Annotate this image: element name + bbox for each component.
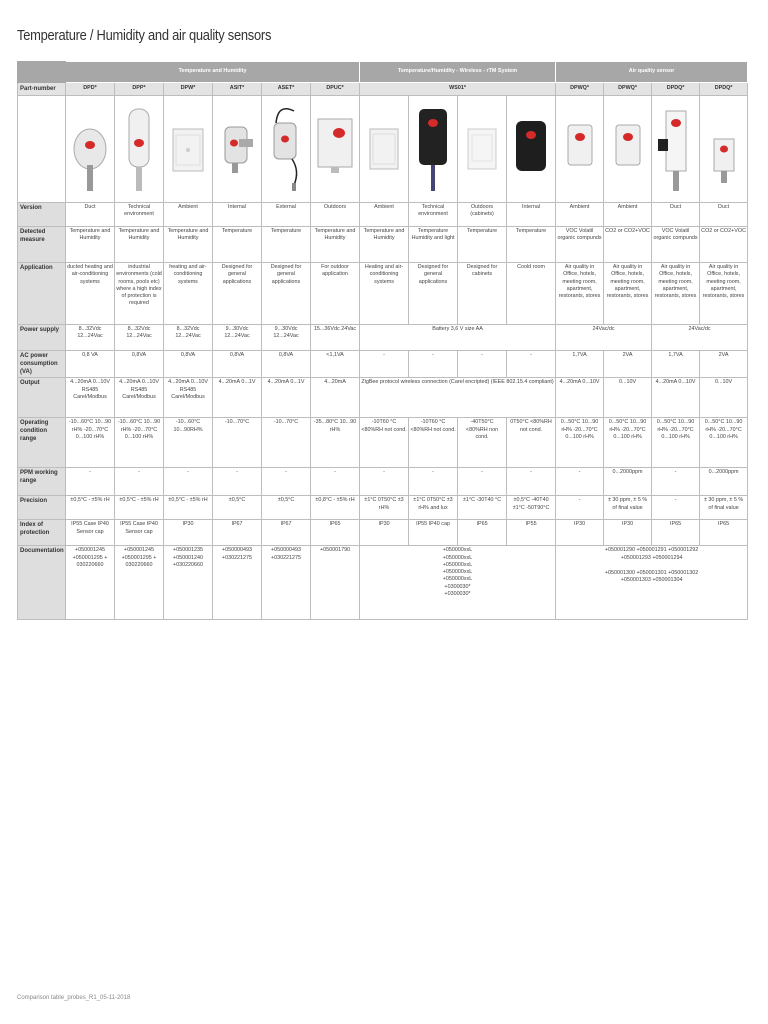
row-label-ac-power: AC power consumption (VA): [18, 351, 66, 378]
detected-cell: CO2 or CO2+VOC: [604, 227, 652, 263]
operating-cell: -10...70°C: [213, 418, 262, 468]
detected-cell: Temperature and Humidity: [66, 227, 115, 263]
ac-power-cell: 2VA: [700, 351, 748, 378]
product-image-ws01-internal: [507, 96, 556, 203]
application-cell: Designed for general applications: [262, 263, 311, 325]
index-cell: IP67: [262, 520, 311, 546]
power-cell: 8...32Vdc 12...24Vac: [164, 325, 213, 351]
index-cell: IP55 IP40 cap: [409, 520, 458, 546]
ppm-cell: -: [652, 468, 700, 496]
operating-cell: 0...50°C 10...90 rH% -20...70°C 0...100 rH%: [604, 418, 652, 468]
ac-power-cell: -: [458, 351, 507, 378]
power-cell: 8...32Vdc 12...24Vac: [66, 325, 115, 351]
application-cell: Coold room: [507, 263, 556, 325]
ac-power-cell: 0,8VA: [262, 351, 311, 378]
operating-cell: 0...50°C 10...90 rH% -20...70°C 0...100 rH%: [652, 418, 700, 468]
sensor-comparison-table: [17, 61, 748, 620]
group-air-quality: Air quality sensor: [556, 62, 748, 83]
detected-cell: Temperature: [458, 227, 507, 263]
ppm-cell: -: [213, 468, 262, 496]
ppm-cell: -: [507, 468, 556, 496]
ppm-cell: -: [262, 468, 311, 496]
group-temperature-humidity: Temperature and Humidity: [66, 62, 360, 83]
doc-wireless-line: +0300030*: [444, 591, 471, 598]
precision-cell: ±0,5°C - ±5% rH: [164, 496, 213, 520]
part-number: DPP*: [115, 83, 164, 96]
doc-wireless-line: +050000xxL: [442, 561, 473, 568]
row-label-image: [18, 96, 66, 203]
power-cell: 8...32Vdc 12...24Vac: [115, 325, 164, 351]
output-cell: 4...20mA 0...1V: [213, 378, 262, 418]
product-image-dpwq-voc: [556, 96, 604, 203]
detected-cell: Temperature: [262, 227, 311, 263]
ppm-cell: -: [115, 468, 164, 496]
power-aq-cell: 24Vac/dc: [556, 325, 652, 351]
precision-cell: ± 30 ppm, ± 5 % of final value: [604, 496, 652, 520]
doc-wireless-line: +050000xxL: [442, 554, 473, 561]
output-cell: 4...20mA 0...10V RS485 Carel/Modbus: [115, 378, 164, 418]
ppm-cell: -: [409, 468, 458, 496]
operating-cell: -10...70°C: [262, 418, 311, 468]
precision-cell: ±1°C -30T40 °C: [458, 496, 507, 520]
ac-power-cell: -: [409, 351, 458, 378]
product-image-dpw: [164, 96, 213, 203]
power-aq-cell: 24Vac/dc: [652, 325, 748, 351]
detected-cell: Temperature and Humidity: [360, 227, 409, 263]
ac-power-cell: <1,1VA: [311, 351, 360, 378]
product-image-asit: [213, 96, 262, 203]
detected-cell: Temperature and Humidity: [115, 227, 164, 263]
version-cell: Internal: [507, 203, 556, 227]
detected-cell: Temperature Humidity and light: [409, 227, 458, 263]
ppm-cell: -: [556, 468, 604, 496]
output-cell: 4...20mA 0...10V RS485 Carel/Modbus: [164, 378, 213, 418]
application-cell: Heating and air-conditioning systems: [360, 263, 409, 325]
version-cell: Ambient: [360, 203, 409, 227]
ac-power-cell: 0,8 VA: [66, 351, 115, 378]
doc-aq-line: +050001303 +050001304: [620, 577, 683, 584]
version-cell: Ambient: [604, 203, 652, 227]
ppm-cell: -: [360, 468, 409, 496]
documentation-cell: +050001245 +050001295 + 030220660: [66, 546, 115, 620]
precision-cell: ±0,5°C: [262, 496, 311, 520]
ppm-cell: 0...2000ppm: [700, 468, 748, 496]
precision-cell: ±0,5°C -40T40 ±1°C -50T90°C: [507, 496, 556, 520]
index-cell: IP65: [311, 520, 360, 546]
documentation-cell: +050001245 +050001295 + 030220660: [115, 546, 164, 620]
index-cell: IP30: [556, 520, 604, 546]
product-image-dpdq-voc: [652, 96, 700, 203]
application-cell: Air quality in Office, hotels, meeting room, apartment, restorants, stores: [652, 263, 700, 325]
product-image-dpd: [66, 96, 115, 203]
precision-cell: -: [556, 496, 604, 520]
documentation-cell: +050001790: [311, 546, 360, 620]
row-label-documentation: Documentation: [18, 546, 66, 620]
row-label-index-protection: Index of protection: [18, 520, 66, 546]
ppm-cell: 0...2000ppm: [604, 468, 652, 496]
power-cell: 9...30Vdc 12...24Vac: [213, 325, 262, 351]
ppm-cell: -: [458, 468, 507, 496]
doc-aq-line: [557, 562, 746, 570]
part-number: DPDQ*: [652, 83, 700, 96]
doc-aq-line: +050001293 +050001294: [620, 554, 683, 561]
product-image-dpdq-co2: [700, 96, 748, 203]
application-cell: industrial environments (cold rooms, pools etc) where a high index of protection is required: [115, 263, 164, 325]
index-cell: IP65: [652, 520, 700, 546]
power-cell: 9...30Vdc 12...24Vac: [262, 325, 311, 351]
application-cell: Air quality in Office, hotels, meeting room, apartment, restorants, stores: [556, 263, 604, 325]
operating-cell: 0...50°C 10...90 rH% -20...70°C 0...100 rH%: [700, 418, 748, 468]
ac-power-cell: 0,8VA: [213, 351, 262, 378]
row-label-part-number: Part-number: [18, 83, 66, 96]
detected-cell: Temperature: [213, 227, 262, 263]
index-cell: IP30: [164, 520, 213, 546]
row-label-precision: Precision: [18, 496, 66, 520]
operating-cell: -10...60°C 10...90 rH% -20...70°C 0...100 rH%: [115, 418, 164, 468]
part-number: ASIT*: [213, 83, 262, 96]
ac-power-cell: -: [507, 351, 556, 378]
operating-cell: -10T60 °C <80%RH not cond.: [360, 418, 409, 468]
part-number: WS01*: [360, 83, 556, 96]
operating-cell: -40T50°C <80%RH non cond.: [458, 418, 507, 468]
version-cell: Ambient: [164, 203, 213, 227]
documentation-cell: +050000493 +030221275: [213, 546, 262, 620]
row-label-ppm: PPM working range: [18, 468, 66, 496]
part-number: DPW*: [164, 83, 213, 96]
ppm-cell: -: [164, 468, 213, 496]
version-cell: Technical environment: [409, 203, 458, 227]
doc-wireless-line: +050000xxL: [442, 576, 473, 583]
power-wireless-cell: Battery 3,6 V size AA: [360, 325, 556, 351]
version-cell: Duct: [652, 203, 700, 227]
documentation-aq-cell: [556, 546, 748, 620]
index-cell: IP55 Case IP40 Sensor cap: [66, 520, 115, 546]
version-cell: Technical environment: [115, 203, 164, 227]
documentation-wireless-cell: [360, 546, 556, 620]
index-cell: IP65: [700, 520, 748, 546]
detected-cell: VOC Volatil organic compunds: [652, 227, 700, 263]
output-cell: 4...20mA: [311, 378, 360, 418]
ac-power-cell: 1,7VA: [652, 351, 700, 378]
application-cell: Designed for general applications: [409, 263, 458, 325]
product-image-dpp: [115, 96, 164, 203]
group-wireless: Temperature/Humidity - Wireless - rTM System: [360, 62, 556, 83]
detected-cell: Temperature and Humidity: [311, 227, 360, 263]
operating-cell: -10T60 °C <80%RH not cond.: [409, 418, 458, 468]
operating-cell: 0T50°C <80%RH not cond.: [507, 418, 556, 468]
ac-power-cell: -: [360, 351, 409, 378]
part-number: DPUC*: [311, 83, 360, 96]
product-image-ws01-outdoors: [458, 96, 507, 203]
output-cell: 4...20mA 0...10V: [556, 378, 604, 418]
precision-cell: ±0,5°C: [213, 496, 262, 520]
version-cell: External: [262, 203, 311, 227]
output-cell: 0...10V: [604, 378, 652, 418]
precision-cell: ±0,5°C - ±5% rH: [66, 496, 115, 520]
row-label-output: Output: [18, 378, 66, 418]
power-cell: 15...36Vdc 24Vac: [311, 325, 360, 351]
doc-wireless-line: +0300030*: [444, 583, 471, 590]
documentation-cell: +050001235 +050001240 +030220660: [164, 546, 213, 620]
index-cell: IP55 Case IP40 Sensor cap: [115, 520, 164, 546]
ac-power-cell: 0,8VA: [164, 351, 213, 378]
output-cell: 4...20mA 0...10V RS485 Carel/Modbus: [66, 378, 115, 418]
output-cell: 0...10V: [700, 378, 748, 418]
version-cell: Duct: [700, 203, 748, 227]
doc-wireless-line: +050000xxL: [442, 569, 473, 576]
output-cell: 4...20mA 0...1V: [262, 378, 311, 418]
row-label-application: Application: [18, 263, 66, 325]
application-cell: Air quality in Office, hotels, meeting room, apartment, restorants, stores: [700, 263, 748, 325]
row-label-power-supply: Power supply: [18, 325, 66, 351]
product-image-ws01-technical: [409, 96, 458, 203]
operating-cell: -10...60°C 10...90 rH% -20...70°C 0...100 rH%: [66, 418, 115, 468]
doc-wireless-line: +050000xxL: [442, 547, 473, 554]
precision-cell: -: [652, 496, 700, 520]
detected-cell: CO2 or CO2+VOC: [700, 227, 748, 263]
version-cell: Outdoors (cabinets): [458, 203, 507, 227]
precision-cell: ±0,8°C - ±5% rH: [311, 496, 360, 520]
ppm-cell: -: [311, 468, 360, 496]
part-number: DPDQ*: [700, 83, 748, 96]
version-cell: Ambient: [556, 203, 604, 227]
product-image-dpuc: [311, 96, 360, 203]
row-label-detected-measure: Detected measure: [18, 227, 66, 263]
application-cell: Air quality in Office, hotels, meeting room, apartment, restorants, stores: [604, 263, 652, 325]
operating-cell: -10...60°C 10...90RH%: [164, 418, 213, 468]
index-cell: IP65: [458, 520, 507, 546]
precision-cell: ±1°C 0T50°C ±3 rH%: [360, 496, 409, 520]
corner-cell: [18, 62, 66, 83]
index-cell: IP30: [604, 520, 652, 546]
operating-cell: -35...80°C 10...90 rH%: [311, 418, 360, 468]
row-label-version: Version: [18, 203, 66, 227]
doc-aq-line: +050001300 +050001301 +050001302: [604, 569, 699, 576]
footer-note: Comparison table_probes_R1_05-11-2018: [17, 995, 131, 1001]
part-number: DPWQ*: [556, 83, 604, 96]
product-image-dpwq-co2: [604, 96, 652, 203]
product-image-ws01-ambient: [360, 96, 409, 203]
precision-cell: ± 30 ppm, ± 5 % of final value: [700, 496, 748, 520]
version-cell: Duct: [66, 203, 115, 227]
row-label-operating-range: Operating condition range: [18, 418, 66, 468]
detected-cell: Temperature: [507, 227, 556, 263]
ac-power-cell: 2VA: [604, 351, 652, 378]
ppm-cell: -: [66, 468, 115, 496]
precision-cell: ±0,5°C - ±5% rH: [115, 496, 164, 520]
detected-cell: Temperature and Humidity: [164, 227, 213, 263]
documentation-cell: +050000493 +030221275: [262, 546, 311, 620]
index-cell: IP30: [360, 520, 409, 546]
ac-power-cell: 1,7VA: [556, 351, 604, 378]
index-cell: IP67: [213, 520, 262, 546]
output-cell: 4...20mA 0...10V: [652, 378, 700, 418]
ac-power-cell: 0,8VA: [115, 351, 164, 378]
application-cell: heating and air-conditioning systems: [164, 263, 213, 325]
application-cell: For outdoor application: [311, 263, 360, 325]
doc-aq-line: +050001290 +050001291 +050001292: [604, 547, 699, 554]
index-cell: IP55: [507, 520, 556, 546]
version-cell: Outdoors: [311, 203, 360, 227]
application-cell: Designed for general applications: [213, 263, 262, 325]
application-cell: ducted heating and air-conditioning systems: [66, 263, 115, 325]
output-wireless-cell: ZigBee protocol wireless connection (Carel encripted) (IEEE 802.15.4 compliant): [360, 378, 556, 418]
part-number: ASET*: [262, 83, 311, 96]
version-cell: Internal: [213, 203, 262, 227]
precision-cell: ±1°C 0T50°C ±3 rH% and lux: [409, 496, 458, 520]
operating-cell: 0...50°C 10...90 rH% -20...70°C 0...100 rH%: [556, 418, 604, 468]
detected-cell: VOC Volatil organic compunds: [556, 227, 604, 263]
part-number: DPD*: [66, 83, 115, 96]
product-image-aset: [262, 96, 311, 203]
part-number: DPWQ*: [604, 83, 652, 96]
page-title: Temperature / Humidity and air quality sensors: [17, 27, 272, 44]
application-cell: Designed for cabinets: [458, 263, 507, 325]
